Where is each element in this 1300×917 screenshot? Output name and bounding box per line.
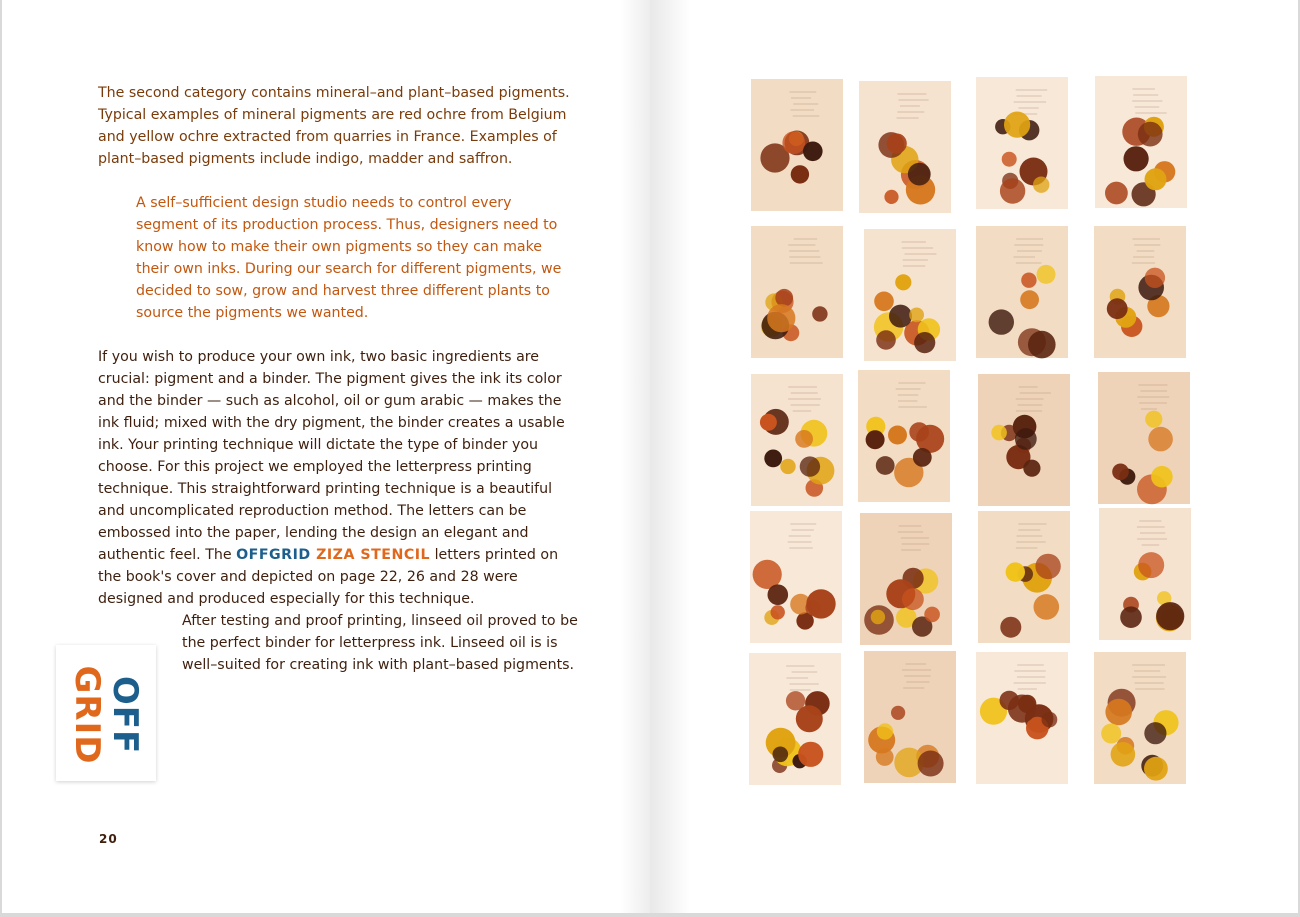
pigment-dot	[767, 304, 795, 332]
pigment-dot	[782, 132, 805, 155]
pigment-dot	[871, 610, 885, 624]
pigment-dot	[1033, 594, 1059, 620]
logo-word-off: OFF	[105, 675, 145, 755]
pigment-dot	[1106, 699, 1133, 726]
swatch-image	[1093, 651, 1187, 785]
pigment-swatch-card	[1098, 507, 1192, 641]
swatch-image	[857, 369, 951, 503]
swatch-image	[975, 651, 1069, 785]
pigment-dot	[1035, 554, 1060, 579]
pigment-dot	[876, 330, 896, 350]
swatch-image	[748, 652, 842, 786]
pigment-dot	[1020, 290, 1039, 309]
pigment-dot	[1005, 562, 1024, 581]
swatch-image	[750, 225, 844, 359]
pigment-dot	[1021, 272, 1036, 287]
pigment-dot	[1105, 182, 1128, 205]
pigment-dot	[1101, 723, 1121, 743]
pigment-dot	[799, 457, 819, 477]
pigment-swatch-card	[750, 225, 844, 359]
pigment-dot	[764, 450, 782, 468]
pull-quote: A self–sufficient design studio needs to control every segment of its production process. Thus, designers need to know how to make their own pigments so they can make their own inks. During our search for different pigments, we decided to sow, grow and harvest three different plants to source the pigments we wanted.	[136, 195, 562, 321]
pigment-swatch-card	[975, 651, 1069, 785]
pigment-dot	[780, 459, 795, 474]
swatch-image	[858, 80, 952, 214]
pigment-dot	[866, 430, 885, 449]
pigment-dot	[888, 426, 907, 445]
swatch-image	[1093, 225, 1187, 359]
pigment-swatch-card	[1093, 651, 1187, 785]
paragraph-intro: The second category contains mineral–and plant–based pigments. Typical examples of mineral pigments are red ochre from Belgium and yellow ochre extracted from quarries in France. Examples of plant–based pigments include indigo, madder and saffron.	[98, 85, 570, 167]
pigment-dot	[1028, 331, 1056, 359]
paragraph-ink-start: If you wish to produce your own ink, two basic ingredients are crucial: pigment and a binder. The pigment gives the ink its color and the binder — such as alcohol, oil or gum arabic — makes the ink fluid; mixed with the dry pigment, the binder creates a usable ink. Your printing technique will dictate the type of binder you choose. For this project we employed the letterpress printing technique. This straightforward printing technique is a beautiful and uncomplicated reproduction method. The letters can be embossed into the paper, lending the design an elegant and authentic feel. The	[98, 349, 565, 563]
pigment-dot	[760, 414, 777, 431]
pigment-dot	[891, 705, 905, 719]
pigment-dot	[1111, 742, 1136, 767]
pigment-dot	[1000, 617, 1021, 638]
pigment-swatch-card	[863, 228, 957, 362]
pigment-swatch-card	[858, 80, 952, 214]
pigment-dot	[889, 304, 912, 327]
pigment-dot	[795, 430, 813, 448]
pigment-dot	[806, 589, 835, 618]
pigment-dot	[1144, 722, 1166, 744]
pigment-dot	[1112, 464, 1129, 481]
pigment-dot	[770, 605, 784, 619]
brand-name-part1: OFFGRID	[236, 547, 317, 563]
pigment-dot	[1138, 122, 1163, 147]
brand-name-part2: ZIZA STENCIL	[316, 547, 431, 563]
pigment-dot	[874, 291, 894, 311]
pigment-dot	[1151, 466, 1173, 488]
gutter-shadow	[650, 0, 690, 913]
pigment-dot	[1000, 690, 1019, 709]
paragraph-ink	[98, 346, 578, 610]
pigment-dot	[1001, 151, 1016, 166]
pigment-dot	[1156, 602, 1184, 630]
pigment-swatch-card	[977, 373, 1071, 507]
page-number: 20	[99, 832, 118, 846]
swatch-image	[750, 373, 844, 507]
pigment-swatch-grid	[750, 78, 1190, 790]
swatch-image	[977, 373, 1071, 507]
pigment-dot	[803, 142, 823, 162]
pigment-dot	[773, 747, 789, 763]
pigment-dot	[876, 748, 894, 766]
pigment-dot	[991, 425, 1007, 441]
pigment-dot	[1107, 298, 1128, 319]
pigment-dot	[1042, 711, 1058, 727]
pigment-dot	[885, 190, 899, 204]
pigment-swatch-card	[748, 652, 842, 786]
pigment-dot	[1023, 460, 1040, 477]
swatch-image	[1094, 75, 1188, 209]
pigment-dot	[909, 307, 924, 322]
pigment-dot	[1015, 428, 1037, 450]
offgrid-logo	[56, 645, 156, 781]
pigment-dot	[914, 332, 935, 353]
pigment-dot	[1144, 757, 1168, 781]
pigment-dot	[791, 166, 809, 184]
pigment-dot	[1120, 606, 1142, 628]
pigment-dot	[775, 289, 793, 307]
pigment-dot	[917, 750, 943, 776]
pigment-dot	[877, 723, 893, 739]
pigment-dot	[895, 274, 911, 290]
pigment-dot	[909, 422, 929, 442]
pigment-dot	[798, 742, 823, 767]
pigment-swatch-card	[1094, 75, 1188, 209]
pigment-swatch-card	[863, 650, 957, 784]
swatch-image	[1098, 507, 1192, 641]
pigment-dot	[1145, 411, 1162, 428]
pigment-dot	[876, 456, 895, 475]
pigment-dot	[1124, 147, 1149, 172]
swatch-image	[749, 510, 843, 644]
pigment-dot	[1145, 169, 1167, 191]
pigment-dot	[1033, 176, 1049, 192]
pigment-swatch-card	[750, 373, 844, 507]
pigment-dot	[1138, 552, 1164, 578]
pigment-dot	[908, 163, 931, 186]
pigment-swatch-card	[977, 510, 1071, 644]
pigment-dot	[767, 584, 788, 605]
pigment-dot	[913, 448, 932, 467]
brand-name	[236, 547, 430, 563]
logo-word-grid: GRID	[67, 665, 107, 765]
pigment-dot	[924, 607, 940, 623]
swatch-image	[975, 76, 1069, 210]
pigment-dot	[812, 306, 827, 321]
gutter-shadow	[620, 0, 650, 913]
pigment-swatch-card	[1097, 371, 1191, 505]
paragraph-ink-end: letters printed on the book's cover and depicted on page 22, 26 and 28 were designed and produced especially for this technique.	[98, 547, 559, 607]
pigment-swatch-card	[859, 512, 953, 646]
pigment-swatch-card	[1093, 225, 1187, 359]
pigment-dot	[988, 309, 1013, 334]
pigment-dot	[902, 588, 924, 610]
pigment-dot	[1036, 265, 1055, 284]
pigment-dot	[1149, 427, 1174, 452]
swatch-image	[863, 650, 957, 784]
pigment-swatch-card	[857, 369, 951, 503]
swatch-image	[750, 78, 844, 212]
pigment-swatch-card	[975, 225, 1069, 359]
pigment-dot	[1004, 111, 1030, 137]
swatch-image	[977, 510, 1071, 644]
right-page	[650, 0, 1298, 913]
swatch-image	[975, 225, 1069, 359]
offgrid-logo-tile	[56, 645, 156, 781]
paragraph-linseed: After testing and proof printing, linseed oil proved to be the perfect binder for letterpress ink. Linseed oil is is well–suited for creating ink with plant–based pigments.	[182, 613, 578, 673]
left-page	[2, 0, 650, 913]
swatch-image	[859, 512, 953, 646]
pigment-dot	[1000, 178, 1025, 203]
pigment-dot	[1018, 694, 1036, 712]
pigment-dot	[796, 705, 823, 732]
pigment-dot	[887, 134, 907, 154]
pigment-swatch-card	[975, 76, 1069, 210]
text-block	[98, 82, 578, 676]
swatch-image	[863, 228, 957, 362]
pigment-swatch-card	[749, 510, 843, 644]
pigment-dot	[1144, 268, 1164, 288]
pigment-swatch-card	[750, 78, 844, 212]
swatch-image	[1097, 371, 1191, 505]
